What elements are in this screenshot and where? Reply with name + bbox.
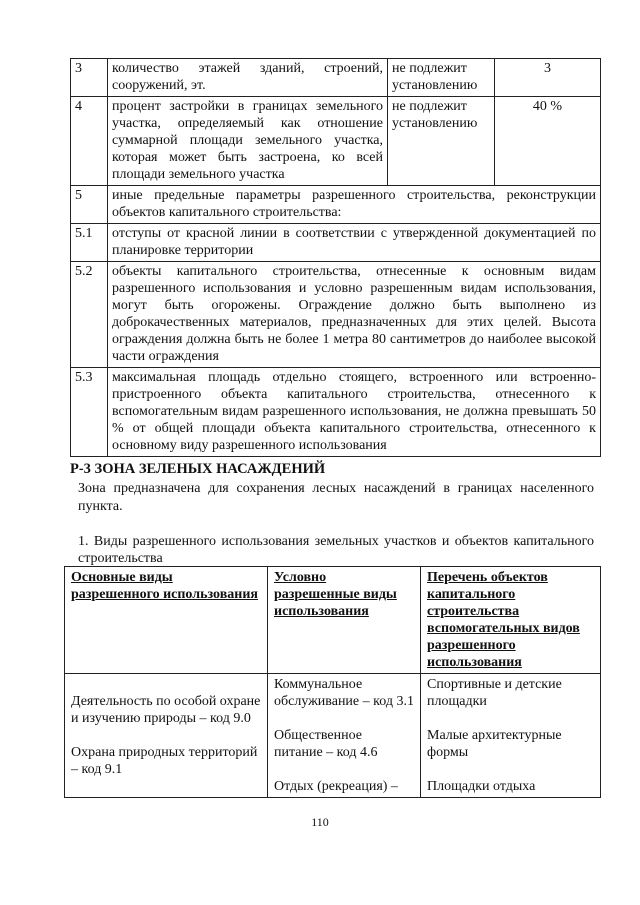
parameters-table [70,58,601,457]
list-item: Площадки отдыха [427,779,536,794]
table-row [71,368,601,457]
row-number: 5.3 [71,368,108,457]
list-item: Коммунальное обслуживание – код 3.1 [274,677,414,709]
row-value-note: не подлежит установлению [388,97,495,186]
row-description: максимальная площадь отдельно стоящего, встроенного или встроенно-пристроенного объекта капитального строительства, отнесенного к вспомогательным видам разрешенного использования, не должна превышать 50 % от общей площади объекта капитального строительства, отнесенного к основному виду разрешенного использования [108,368,601,457]
list-item: Малые архитектурные формы [427,728,562,760]
table-row [71,97,601,186]
row-number: 5 [71,186,108,224]
table-row [71,224,601,262]
table-row [71,186,601,224]
row-value-note: не подлежит установлению [388,59,495,97]
row-number: 3 [71,59,108,97]
table-row [65,674,601,798]
header-auxiliary-uses: Перечень объектов капитального строительства вспомогательных видов разрешенного использования [421,567,601,674]
header-main-uses: Основные виды разрешенного использования [65,567,268,674]
page-content [70,58,601,457]
auxiliary-uses-cell [421,674,601,798]
table-row [71,262,601,368]
row-description: объекты капитального строительства, отнесенные к основным видам разрешенного использования и условно разрешенным видам использования, могут быть огорожены. Ограждение должно быть выполнено из доброкачественных материалов, предназначенных для этих целей. Высота ограждения должна быть не более 1 метра 80 сантиметров до наиболее высокой части ограждения [108,262,601,368]
page-number: 110 [311,815,329,829]
row-description: отступы от красной линии в соответствии с утвержденной документацией по планировке территории [108,224,601,262]
row-value: 3 [495,59,601,97]
list-item: Общественное питание – код 4.6 [274,728,378,760]
list-item: Отдых (рекреация) – [274,779,398,794]
row-number: 4 [71,97,108,186]
row-description: количество этажей зданий, строений, сооружений, эт. [108,59,388,97]
row-description: иные предельные параметры разрешенного строительства, реконструкции объектов капитального строительства: [108,186,601,224]
list-item: Деятельность по особой охране и изучению природы – код 9.0 [71,694,261,726]
row-number: 5.2 [71,262,108,368]
section-heading: 1. Виды разрешенного использования земельных участков и объектов капитального строительства [78,534,594,566]
header-conditional-uses: Условно разрешенные виды использования [268,567,421,674]
zone-title: Р-3 ЗОНА ЗЕЛЕНЫХ НАСАЖДЕНИЙ [70,461,326,477]
table-row [71,59,601,97]
zone-description: Зона предназначена для сохранения лесных насаждений в границах населенного пункта. [78,481,594,514]
conditional-uses-cell [268,674,421,798]
row-number: 5.1 [71,224,108,262]
row-description: процент застройки в границах земельного участка, определяемый как отношение суммарной площади земельного участка, которая может быть застроена, ко всей площади земельного участка [108,97,388,186]
main-uses-cell [65,674,268,798]
permitted-uses-table [64,566,601,798]
list-item: Охрана природных территорий – код 9.1 [71,745,258,777]
row-value: 40 % [495,97,601,186]
list-item: Спортивные и детские площадки [427,677,562,709]
table-header-row [65,567,601,674]
